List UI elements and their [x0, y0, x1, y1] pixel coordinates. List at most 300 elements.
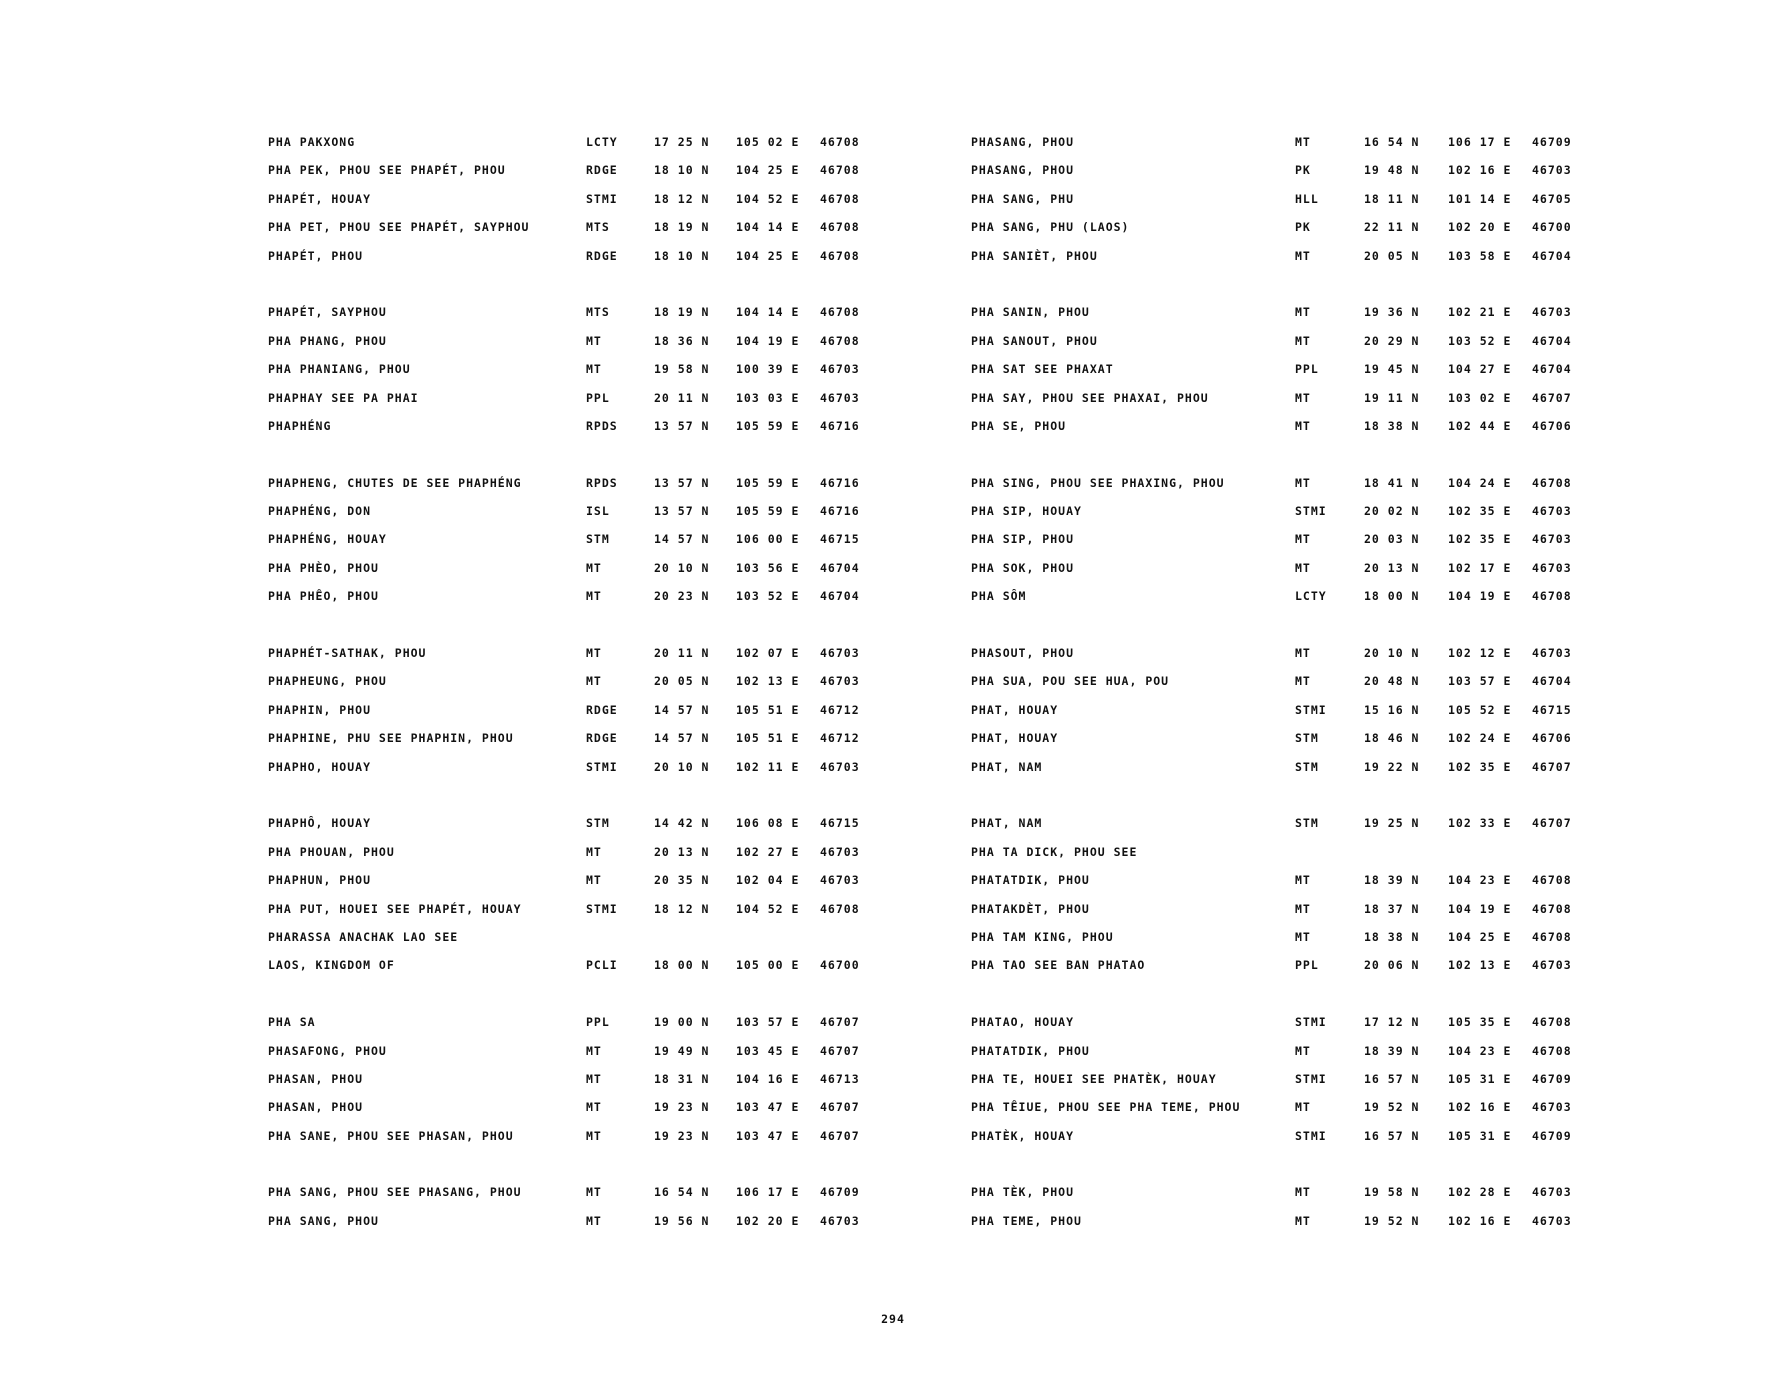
entry-name: PHAPHEUNG, PHOU	[268, 674, 387, 689]
latitude: 19 56 N	[654, 1213, 710, 1228]
longitude: 104 25 E	[736, 163, 800, 178]
entry-name: PHA TÊIUE, PHOU SEE PHA TEME, PHOU	[971, 1100, 1241, 1115]
longitude: 105 31 E	[1448, 1128, 1512, 1143]
latitude: 19 00 N	[654, 1015, 710, 1030]
longitude: 104 52 E	[736, 191, 800, 206]
latitude: 20 48 N	[1364, 674, 1420, 689]
longitude: 105 31 E	[1448, 1071, 1512, 1086]
latitude: 19 11 N	[1364, 390, 1420, 405]
feature-code: RDGE	[586, 248, 618, 263]
feature-code: MT	[1295, 418, 1311, 433]
map-reference: 46708	[1532, 1043, 1572, 1058]
map-reference: 46708	[820, 135, 860, 149]
map-reference: 46708	[1532, 929, 1572, 944]
feature-code: MT	[1295, 333, 1311, 348]
latitude: 17 12 N	[1364, 1015, 1420, 1030]
feature-code: RPDS	[586, 418, 618, 433]
map-reference: 46703	[1532, 1100, 1572, 1115]
latitude: 20 10 N	[654, 759, 710, 774]
longitude: 105 35 E	[1448, 1015, 1512, 1030]
entry-name: LAOS, KINGDOM OF	[268, 958, 395, 973]
latitude: 13 57 N	[654, 418, 710, 433]
entry-name: PHA SIP, PHOU	[971, 532, 1075, 547]
longitude: 102 33 E	[1448, 816, 1512, 831]
longitude: 106 08 E	[736, 816, 800, 831]
entry-name: PHAPHAY SEE PA PHAI	[268, 390, 419, 405]
entry-name: PHA PEK, PHOU SEE PHAPÉT, PHOU	[268, 163, 506, 178]
latitude: 18 41 N	[1364, 475, 1420, 490]
latitude: 19 22 N	[1364, 759, 1420, 774]
longitude: 105 51 E	[736, 731, 800, 746]
map-reference: 46709	[1532, 1071, 1572, 1086]
longitude: 104 25 E	[1448, 929, 1512, 944]
feature-code: MT	[1295, 135, 1311, 149]
longitude: 102 35 E	[1448, 759, 1512, 774]
entry-name: PHAPHINE, PHU SEE PHAPHIN, PHOU	[268, 731, 514, 746]
entry-name: PHA PHANIANG, PHOU	[268, 362, 411, 377]
map-reference: 46703	[1532, 532, 1572, 547]
entry-name: PHAPHIN, PHOU	[268, 702, 372, 717]
longitude: 103 57 E	[1448, 674, 1512, 689]
longitude: 103 45 E	[736, 1043, 800, 1058]
latitude: 18 38 N	[1364, 418, 1420, 433]
map-reference: 46706	[1532, 731, 1572, 746]
feature-code: PK	[1295, 220, 1311, 235]
longitude: 106 00 E	[736, 532, 800, 547]
feature-code: STMI	[1295, 702, 1327, 717]
latitude: 19 52 N	[1364, 1213, 1420, 1228]
entry-name: PHA SANOUT, PHOU	[971, 333, 1098, 348]
latitude: 17 25 N	[654, 135, 710, 149]
entry-name: PHA SANE, PHOU SEE PHASAN, PHOU	[268, 1128, 514, 1143]
map-reference: 46716	[820, 418, 860, 433]
longitude: 102 35 E	[1448, 532, 1512, 547]
entry-name: PHAPHÉNG	[268, 418, 332, 433]
map-reference: 46707	[820, 1015, 860, 1030]
map-reference: 46707	[820, 1100, 860, 1115]
map-reference: 46703	[1532, 1185, 1572, 1200]
feature-code: STMI	[1295, 504, 1327, 519]
map-reference: 46708	[820, 333, 860, 348]
latitude: 19 48 N	[1364, 163, 1420, 178]
map-reference: 46703	[1532, 163, 1572, 178]
entry-name: PHAT, HOUAY	[971, 731, 1059, 746]
longitude: 102 16 E	[1448, 1100, 1512, 1115]
entry-name: PHASAFONG, PHOU	[268, 1043, 387, 1058]
feature-code: MT	[1295, 674, 1311, 689]
feature-code: MT	[1295, 475, 1311, 490]
feature-code: MT	[1295, 646, 1311, 661]
map-reference: 46703	[820, 362, 860, 377]
map-reference: 46703	[820, 390, 860, 405]
latitude: 19 25 N	[1364, 816, 1420, 831]
longitude: 104 16 E	[736, 1071, 800, 1086]
longitude: 102 20 E	[736, 1213, 800, 1228]
map-reference: 46716	[820, 504, 860, 519]
map-reference: 46713	[820, 1071, 860, 1086]
longitude: 101 14 E	[1448, 191, 1512, 206]
longitude: 105 59 E	[736, 475, 800, 490]
map-reference: 46708	[1532, 475, 1572, 490]
longitude: 105 51 E	[736, 702, 800, 717]
map-reference: 46705	[1532, 191, 1572, 206]
longitude: 102 24 E	[1448, 731, 1512, 746]
entry-name: PHA TAM KING, PHOU	[971, 929, 1114, 944]
feature-code: PK	[1295, 163, 1311, 178]
latitude: 19 45 N	[1364, 362, 1420, 377]
entry-name: PHA PAKXONG	[268, 135, 356, 149]
longitude: 103 52 E	[1448, 333, 1512, 348]
latitude: 19 58 N	[1364, 1185, 1420, 1200]
feature-code: MT	[586, 333, 602, 348]
map-reference: 46708	[1532, 901, 1572, 916]
longitude: 104 27 E	[1448, 362, 1512, 377]
feature-code: MTS	[586, 305, 610, 320]
entry-name: PHA TA DICK, PHOU SEE	[971, 844, 1138, 859]
latitude: 20 02 N	[1364, 504, 1420, 519]
latitude: 18 10 N	[654, 163, 710, 178]
longitude: 102 20 E	[1448, 220, 1512, 235]
latitude: 16 57 N	[1364, 1071, 1420, 1086]
map-reference: 46703	[820, 844, 860, 859]
longitude: 102 17 E	[1448, 560, 1512, 575]
entry-name: PHA SAY, PHOU SEE PHAXAI, PHOU	[971, 390, 1209, 405]
latitude: 18 10 N	[654, 248, 710, 263]
longitude: 102 21 E	[1448, 305, 1512, 320]
map-reference: 46703	[820, 759, 860, 774]
page-number: 294	[881, 1312, 905, 1326]
map-reference: 46704	[1532, 674, 1572, 689]
map-reference: 46704	[1532, 248, 1572, 263]
map-reference: 46707	[820, 1043, 860, 1058]
feature-code: PPL	[586, 390, 610, 405]
entry-name: PHA SANG, PHOU	[268, 1213, 379, 1228]
entry-name: PHA PHOUAN, PHOU	[268, 844, 395, 859]
longitude: 104 19 E	[1448, 589, 1512, 604]
latitude: 18 36 N	[654, 333, 710, 348]
latitude: 16 54 N	[1364, 135, 1420, 149]
map-reference: 46715	[820, 532, 860, 547]
entry-name: PHA SA	[268, 1015, 316, 1030]
latitude: 20 06 N	[1364, 958, 1420, 973]
map-reference: 46715	[1532, 702, 1572, 717]
feature-code: STMI	[1295, 1128, 1327, 1143]
map-reference: 46703	[820, 1213, 860, 1228]
longitude: 104 24 E	[1448, 475, 1512, 490]
feature-code: MT	[1295, 305, 1311, 320]
map-reference: 46703	[1532, 958, 1572, 973]
map-reference: 46703	[820, 873, 860, 888]
longitude: 102 44 E	[1448, 418, 1512, 433]
latitude: 19 23 N	[654, 1100, 710, 1115]
feature-code: MT	[1295, 390, 1311, 405]
latitude: 14 57 N	[654, 702, 710, 717]
feature-code: MT	[586, 873, 602, 888]
map-reference: 46708	[820, 248, 860, 263]
entry-name: PHAT, HOUAY	[971, 702, 1059, 717]
entry-name: PHA SUA, POU SEE HUA, POU	[971, 674, 1170, 689]
latitude: 20 03 N	[1364, 532, 1420, 547]
map-reference: 46707	[1532, 759, 1572, 774]
longitude: 105 52 E	[1448, 702, 1512, 717]
entry-name: PHAPHÉT-SATHAK, PHOU	[268, 646, 427, 661]
latitude: 20 05 N	[1364, 248, 1420, 263]
entry-name: PHAPHENG, CHUTES DE SEE PHAPHÉNG	[268, 475, 522, 490]
latitude: 20 29 N	[1364, 333, 1420, 348]
latitude: 20 23 N	[654, 589, 710, 604]
latitude: 15 16 N	[1364, 702, 1420, 717]
feature-code: MT	[586, 1043, 602, 1058]
map-reference: 46712	[820, 702, 860, 717]
entry-name: PHA SANG, PHOU SEE PHASANG, PHOU	[268, 1185, 522, 1200]
latitude: 18 31 N	[654, 1071, 710, 1086]
feature-code: STMI	[1295, 1015, 1327, 1030]
feature-code: MT	[586, 362, 602, 377]
map-reference: 46704	[1532, 362, 1572, 377]
longitude: 103 02 E	[1448, 390, 1512, 405]
entry-name: PHA TAO SEE BAN PHATAO	[971, 958, 1146, 973]
feature-code: PPL	[586, 1015, 610, 1030]
longitude: 104 14 E	[736, 220, 800, 235]
latitude: 18 19 N	[654, 305, 710, 320]
entry-name: PHA SANIÈT, PHOU	[971, 248, 1098, 263]
latitude: 20 11 N	[654, 646, 710, 661]
latitude: 14 42 N	[654, 816, 710, 831]
longitude: 103 52 E	[736, 589, 800, 604]
feature-code: STM	[1295, 759, 1319, 774]
entry-name: PHA SANIN, PHOU	[971, 305, 1090, 320]
longitude: 105 59 E	[736, 418, 800, 433]
entry-name: PHA SAT SEE PHAXAT	[971, 362, 1114, 377]
longitude: 102 11 E	[736, 759, 800, 774]
entry-name: PHA TEME, PHOU	[971, 1213, 1082, 1228]
latitude: 18 38 N	[1364, 929, 1420, 944]
latitude: 18 00 N	[654, 958, 710, 973]
latitude: 19 58 N	[654, 362, 710, 377]
latitude: 20 35 N	[654, 873, 710, 888]
longitude: 105 02 E	[736, 135, 800, 149]
feature-code: MT	[586, 560, 602, 575]
longitude: 102 16 E	[1448, 1213, 1512, 1228]
longitude: 105 00 E	[736, 958, 800, 973]
feature-code: MT	[1295, 1213, 1311, 1228]
feature-code: MT	[586, 646, 602, 661]
entry-name: PHAPÉT, HOUAY	[268, 191, 372, 206]
feature-code: MT	[586, 844, 602, 859]
latitude: 16 57 N	[1364, 1128, 1420, 1143]
map-reference: 46716	[820, 475, 860, 490]
longitude: 103 03 E	[736, 390, 800, 405]
map-reference: 46708	[1532, 873, 1572, 888]
feature-code: MT	[586, 1071, 602, 1086]
longitude: 106 17 E	[736, 1185, 800, 1200]
latitude: 20 10 N	[1364, 646, 1420, 661]
latitude: 18 39 N	[1364, 873, 1420, 888]
latitude: 18 00 N	[1364, 589, 1420, 604]
feature-code: RDGE	[586, 731, 618, 746]
latitude: 20 10 N	[654, 560, 710, 575]
feature-code: MT	[586, 1213, 602, 1228]
feature-code: MT	[1295, 929, 1311, 944]
longitude: 104 25 E	[736, 248, 800, 263]
entry-name: PHATATDIK, PHOU	[971, 1043, 1090, 1058]
feature-code: MT	[1295, 873, 1311, 888]
map-reference: 46704	[1532, 333, 1572, 348]
longitude: 106 17 E	[1448, 135, 1512, 149]
entry-name: PHA PUT, HOUEI SEE PHAPÉT, HOUAY	[268, 901, 522, 916]
map-reference: 46703	[820, 646, 860, 661]
entry-name: PHAT, NAM	[971, 759, 1043, 774]
feature-code: MT	[586, 674, 602, 689]
feature-code: STMI	[586, 901, 618, 916]
entry-name: PHA SÔM	[971, 589, 1027, 604]
entry-name: PHA SE, PHOU	[971, 418, 1067, 433]
entry-name: PHASAN, PHOU	[268, 1100, 364, 1115]
feature-code: MT	[1295, 1100, 1311, 1115]
entry-name: PHATAO, HOUAY	[971, 1015, 1075, 1030]
feature-code: LCTY	[1295, 589, 1327, 604]
map-reference: 46708	[820, 191, 860, 206]
longitude: 102 28 E	[1448, 1185, 1512, 1200]
latitude: 18 11 N	[1364, 191, 1420, 206]
entry-name: PHAPÉT, SAYPHOU	[268, 305, 387, 320]
entry-name: PHA SIP, HOUAY	[971, 504, 1082, 519]
longitude: 102 07 E	[736, 646, 800, 661]
entry-name: PHATÈK, HOUAY	[971, 1128, 1075, 1143]
feature-code: STM	[586, 532, 610, 547]
map-reference: 46703	[1532, 646, 1572, 661]
map-reference: 46703	[1532, 1213, 1572, 1228]
latitude: 18 19 N	[654, 220, 710, 235]
latitude: 22 11 N	[1364, 220, 1420, 235]
entry-name: PHASANG, PHOU	[971, 163, 1075, 178]
longitude: 103 56 E	[736, 560, 800, 575]
entry-name: PHATAKDÈT, PHOU	[971, 901, 1090, 916]
map-reference: 46708	[820, 901, 860, 916]
latitude: 20 13 N	[1364, 560, 1420, 575]
latitude: 19 52 N	[1364, 1100, 1420, 1115]
latitude: 19 23 N	[654, 1128, 710, 1143]
map-reference: 46707	[1532, 816, 1572, 831]
entry-name: PHAPÉT, PHOU	[268, 248, 364, 263]
map-reference: 46708	[1532, 589, 1572, 604]
longitude: 105 59 E	[736, 504, 800, 519]
entry-name: PHA TÈK, PHOU	[971, 1185, 1075, 1200]
feature-code: MT	[1295, 901, 1311, 916]
entry-name: PHA PHÊO, PHOU	[268, 589, 379, 604]
map-reference: 46703	[1532, 504, 1572, 519]
feature-code: PPL	[1295, 362, 1319, 377]
latitude: 13 57 N	[654, 475, 710, 490]
entry-name: PHA SANG, PHU (LAOS)	[971, 220, 1130, 235]
longitude: 103 57 E	[736, 1015, 800, 1030]
longitude: 103 58 E	[1448, 248, 1512, 263]
feature-code: MTS	[586, 220, 610, 235]
entry-name: PHA PHÈO, PHOU	[268, 560, 379, 575]
latitude: 16 54 N	[654, 1185, 710, 1200]
map-reference: 46700	[1532, 220, 1572, 235]
feature-code: STMI	[1295, 1071, 1327, 1086]
map-reference: 46706	[1532, 418, 1572, 433]
feature-code: MT	[586, 1185, 602, 1200]
entry-name: PHAT, NAM	[971, 816, 1043, 831]
map-reference: 46709	[1532, 135, 1572, 149]
latitude: 18 46 N	[1364, 731, 1420, 746]
map-reference: 46703	[1532, 305, 1572, 320]
latitude: 14 57 N	[654, 532, 710, 547]
longitude: 102 12 E	[1448, 646, 1512, 661]
map-reference: 46708	[1532, 1015, 1572, 1030]
map-reference: 46700	[820, 958, 860, 973]
entry-name: PHASAN, PHOU	[268, 1071, 364, 1086]
latitude: 20 13 N	[654, 844, 710, 859]
longitude: 104 23 E	[1448, 1043, 1512, 1058]
entry-name: PHA TE, HOUEI SEE PHATÈK, HOUAY	[971, 1071, 1217, 1086]
entry-name: PHA SANG, PHU	[971, 191, 1075, 206]
longitude: 100 39 E	[736, 362, 800, 377]
map-reference: 46708	[820, 305, 860, 320]
map-reference: 46707	[820, 1128, 860, 1143]
feature-code: STMI	[586, 191, 618, 206]
map-reference: 46709	[820, 1185, 860, 1200]
feature-code: PCLI	[586, 958, 618, 973]
feature-code: MT	[1295, 560, 1311, 575]
latitude: 18 37 N	[1364, 901, 1420, 916]
map-reference: 46708	[820, 163, 860, 178]
longitude: 103 47 E	[736, 1128, 800, 1143]
entry-name: PHAPHO, HOUAY	[268, 759, 372, 774]
feature-code: STM	[1295, 731, 1319, 746]
latitude: 18 39 N	[1364, 1043, 1420, 1058]
entry-name: PHASANG, PHOU	[971, 135, 1075, 149]
latitude: 18 12 N	[654, 901, 710, 916]
longitude: 104 14 E	[736, 305, 800, 320]
feature-code: HLL	[1295, 191, 1319, 206]
latitude: 19 36 N	[1364, 305, 1420, 320]
feature-code: MT	[1295, 1043, 1311, 1058]
feature-code: MT	[1295, 1185, 1311, 1200]
feature-code: STM	[586, 816, 610, 831]
longitude: 102 04 E	[736, 873, 800, 888]
latitude: 14 57 N	[654, 731, 710, 746]
map-reference: 46709	[1532, 1128, 1572, 1143]
feature-code: STM	[1295, 816, 1319, 831]
map-reference: 46703	[1532, 560, 1572, 575]
feature-code: RDGE	[586, 702, 618, 717]
longitude: 104 52 E	[736, 901, 800, 916]
map-reference: 46712	[820, 731, 860, 746]
entry-name: PHASOUT, PHOU	[971, 646, 1075, 661]
entry-name: PHATATDIK, PHOU	[971, 873, 1090, 888]
longitude: 102 13 E	[1448, 958, 1512, 973]
entry-name: PHARASSA ANACHAK LAO SEE	[268, 929, 459, 944]
longitude: 102 35 E	[1448, 504, 1512, 519]
longitude: 102 16 E	[1448, 163, 1512, 178]
feature-code: MT	[1295, 248, 1311, 263]
map-reference: 46707	[1532, 390, 1572, 405]
feature-code: ISL	[586, 504, 610, 519]
feature-code: RPDS	[586, 475, 618, 490]
latitude: 13 57 N	[654, 504, 710, 519]
longitude: 104 23 E	[1448, 873, 1512, 888]
entry-name: PHA PHANG, PHOU	[268, 333, 387, 348]
feature-code: MT	[586, 1128, 602, 1143]
entry-name: PHAPHÔ, HOUAY	[268, 816, 372, 831]
map-reference: 46708	[820, 220, 860, 235]
latitude: 19 49 N	[654, 1043, 710, 1058]
map-reference: 46715	[820, 816, 860, 831]
feature-code: MT	[1295, 532, 1311, 547]
